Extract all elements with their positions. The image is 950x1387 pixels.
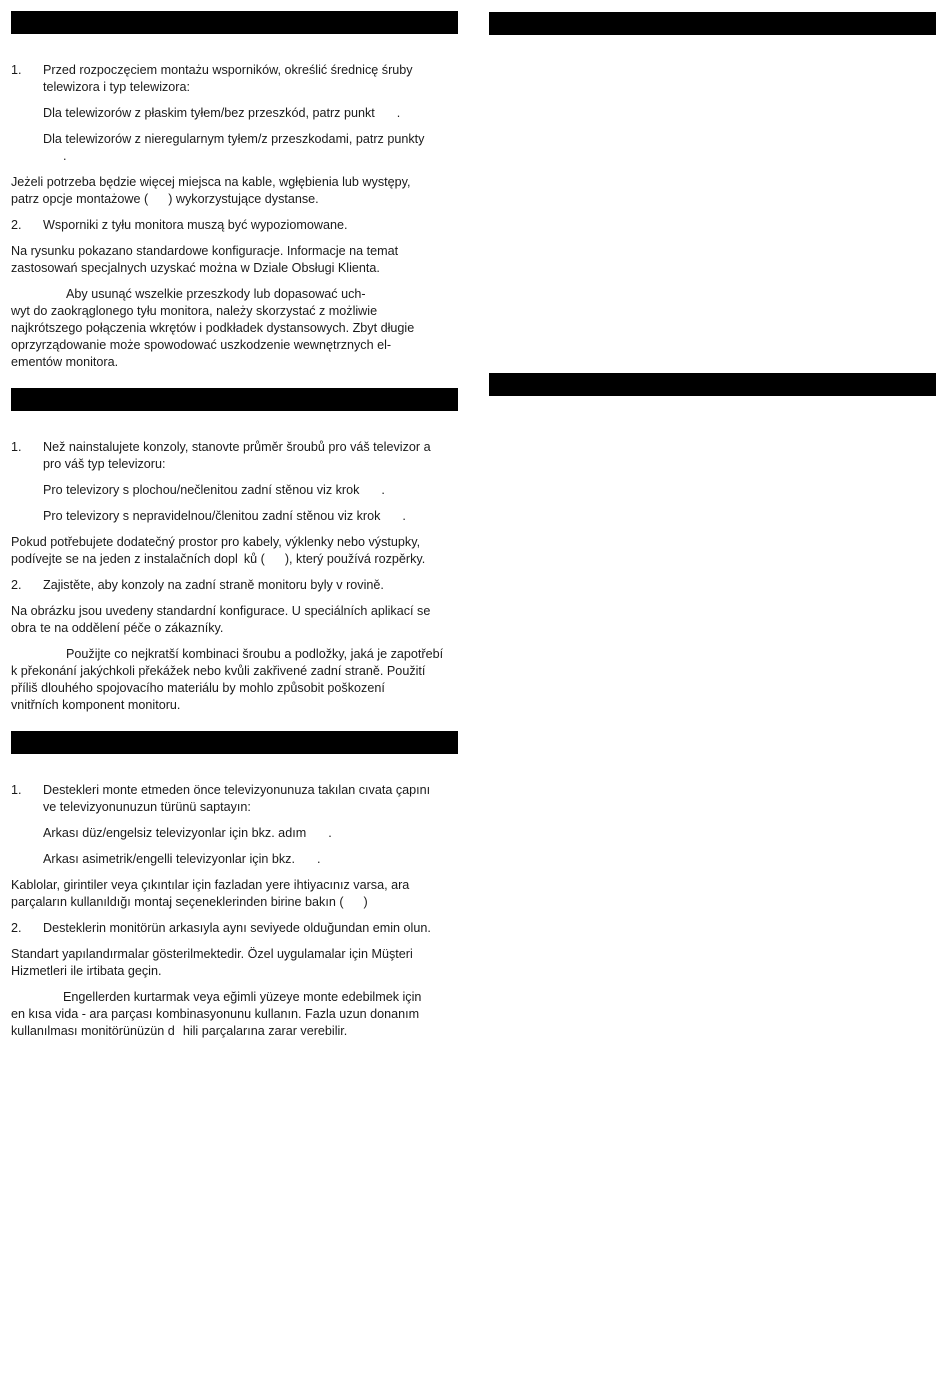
polish-sub-item-flat: Dla telewizorów z płaskim tyłem/bez przeszkód, patrz punkt . xyxy=(43,106,401,120)
step-number: 2. xyxy=(11,578,22,592)
polish-config-paragraph: Na rysunku pokazano standardowe konfiguracje. Informacje na temat zastosowań specjalnych uzyskać można w Dziale Obsługi Klienta. xyxy=(11,244,399,275)
turkish-sub-item-irregular: Arkası asimetrik/engelli televizyonlar için bkz. . xyxy=(43,852,321,866)
turkish-step-1: 1. Destekleri monte etmeden önce televizyonunuza takılan cıvata çapını ve televizyonunuzun türünü saptayın: xyxy=(11,783,431,814)
right-top-header-bar xyxy=(489,12,936,35)
czech-section-header-bar xyxy=(11,388,458,411)
turkish-sub-item-flat: Arkası düz/engelsiz televizyonlar için bkz. adım . xyxy=(43,826,332,840)
right-middle-header-bar xyxy=(489,373,936,396)
czech-step-1: 1. Než nainstalujete konzoly, stanovte průměr šroubů pro váš televizor a pro váš typ televizoru: xyxy=(11,440,431,471)
polish-sub-item-irregular: Dla telewizorów z nieregularnym tyłem/z przeszkodami, patrz punkty . xyxy=(43,132,425,163)
polish-section xyxy=(11,62,461,380)
polish-step-2: 2. Wsporniki z tyłu monitora muszą być wypoziomowane. xyxy=(11,218,348,232)
step-number: 2. xyxy=(11,218,22,232)
step-number: 2. xyxy=(11,921,22,935)
turkish-step-2: 2. Desteklerin monitörün arkasıyla aynı seviyede olduğundan emin olun. xyxy=(11,921,431,935)
turkish-section xyxy=(11,782,461,1049)
czech-config-paragraph: Na obrázku jsou uvedeny standardní konfigurace. U speciálních aplikací se obra te na oddělení péče o zákazníky. xyxy=(11,604,431,635)
czech-note-paragraph: Použijte co nejkratší kombinaci šroubu a podložky, jaká je zapotřebí k překonání jakýchkoli překážek nebo kvůli zakřivené zadní straně. Použití příliš dlouhého spojovacího materiálu by mohlo způsobit poškození vnitřních komponent monitoru. xyxy=(11,647,444,712)
step-number: 1. xyxy=(11,63,22,77)
step-number: 1. xyxy=(11,783,22,797)
step-text-line: Przed rozpoczęciem montażu wsporników, określić średnicę śruby xyxy=(43,63,413,77)
turkish-note-paragraph: Engellerden kurtarmak veya eğimli yüzeye monte edebilmek için en kısa vida - ara parçası kombinasyonunu kullanın. Fazla uzun donanım kullanılması monitörünüzün d hili parçalarına zarar verebilir. xyxy=(11,990,422,1038)
czech-section xyxy=(11,439,461,723)
turkish-extra-space-paragraph: Kablolar, girintiler veya çıkıntılar için fazladan yere ihtiyacınız varsa, ara parçaların kullanıldığı montaj seçeneklerinden birine bakın ( ) xyxy=(11,878,410,909)
polish-extra-space-paragraph: Jeżeli potrzeba będzie więcej miejsca na kable, wgłębienia lub występy, patrz opcje montażowe ( ) wykorzystujące dystanse. xyxy=(11,175,411,206)
turkish-section-header-bar xyxy=(11,731,458,754)
step-text-line: telewizora i typ telewizora: xyxy=(43,80,190,94)
step-number: 1. xyxy=(11,440,22,454)
turkish-config-paragraph: Standart yapılandırmalar gösterilmektedir. Özel uygulamalar için Müşteri Hizmetleri ile irtibata geçin. xyxy=(11,947,413,978)
polish-note-paragraph: Aby usunąć wszelkie przeszkody lub dopasować uch- wyt do zaokrąglonego tyłu monitora, należy skorzystać z możliwie najkrótszego połączenia wkrętów i podkładek dystansowych. Zbyt długie oprzyrządowanie może spowodować uszkodzenie wewnętrznych el- ementów monitora. xyxy=(11,287,415,369)
czech-extra-space-paragraph: Pokud potřebujete dodatečný prostor pro kabely, výklenky nebo výstupky, podívejte se na jeden z instalačních dopl ků ( ), který používá rozpěrky. xyxy=(11,535,426,566)
polish-section-header-bar xyxy=(11,11,458,34)
czech-sub-item-irregular: Pro televizory s nepravidelnou/členitou zadní stěnou viz krok . xyxy=(43,509,406,523)
polish-step-1 xyxy=(11,62,461,96)
czech-sub-item-flat: Pro televizory s plochou/nečlenitou zadní stěnou viz krok . xyxy=(43,483,385,497)
czech-step-2: 2. Zajistěte, aby konzoly na zadní straně monitoru byly v rovině. xyxy=(11,578,384,592)
